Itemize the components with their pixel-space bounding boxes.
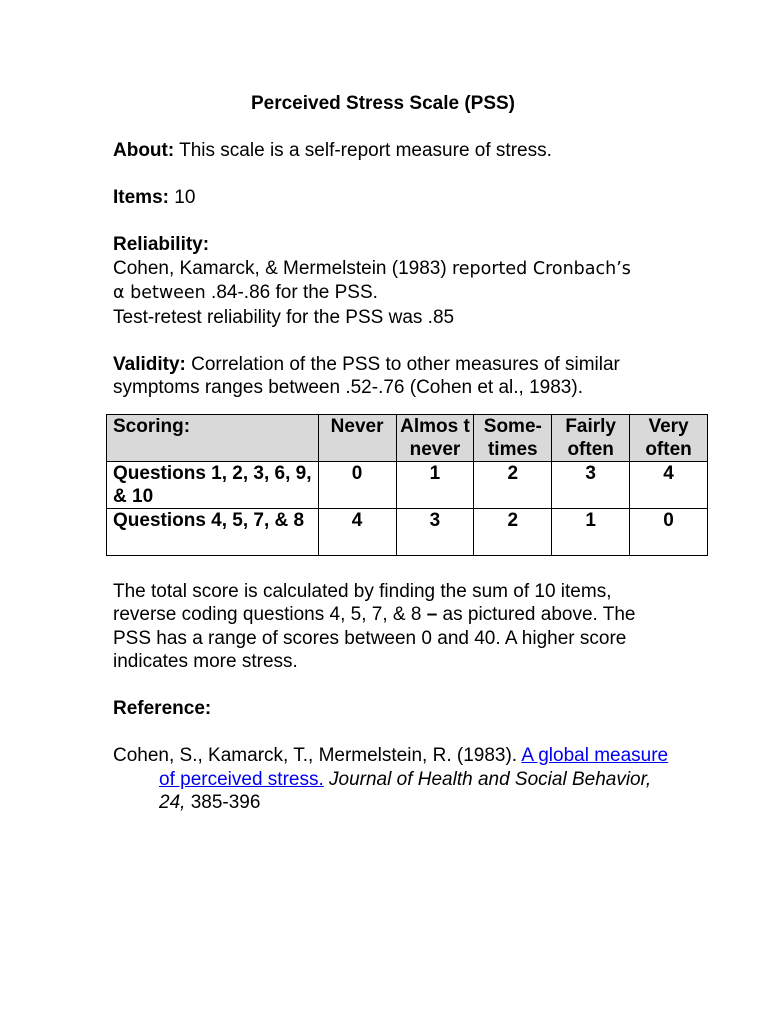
- reference-citation: [113, 744, 679, 815]
- about-label: About:: [113, 140, 175, 161]
- reliability-line-1: Cohen, Kamarck, & Mermelstein (1983) reported Cronbach’s: [113, 257, 631, 279]
- header-sometimes: Some- times: [474, 414, 552, 461]
- reference-authors: Cohen, S., Kamarck, T., Mermelstein, R. (1983).: [113, 745, 522, 766]
- table-cell: 3: [396, 508, 474, 555]
- validity-label: Validity:: [113, 353, 186, 375]
- table-row: [107, 461, 708, 508]
- table-cell: 2: [474, 461, 552, 508]
- header-scoring: Scoring:: [107, 414, 319, 461]
- reference-journal: Journal of Health and Social Behavior, 24,: [159, 768, 652, 813]
- table-cell: 4: [630, 461, 708, 508]
- row-label: Questions 1, 2, 3, 6, 9, & 10: [107, 461, 319, 508]
- scoring-table: [106, 414, 708, 556]
- header-fairly-often: Fairly often: [552, 414, 630, 461]
- total-score-paragraph: The total score is calculated by finding the sum of 10 items, reverse coding questions 4, 5, 7, & 8 – as pictured above. The PSS has a range of scores between 0 and 40. A higher score indicates more stress.: [113, 580, 636, 672]
- validity-paragraph: [113, 353, 658, 400]
- about-text: This scale is a self-report measure of stress.: [174, 140, 552, 161]
- validity-text: Correlation of the PSS to other measures of similar symptoms ranges between .52-.76 (Cohen et al., 1983).: [113, 353, 620, 398]
- page-title: Perceived Stress Scale (PSS): [250, 93, 516, 114]
- dash: –: [426, 604, 438, 625]
- header-very-often: Very often: [630, 414, 708, 461]
- about-paragraph: [113, 139, 713, 163]
- reliability-line-2: α between .84-.86 for the PSS.: [113, 282, 378, 303]
- reference-heading: Reference:: [113, 698, 212, 719]
- items-text: 10: [168, 187, 196, 208]
- reference-pages: 385-396: [185, 792, 261, 813]
- header-never: Never: [318, 414, 396, 461]
- items-paragraph: [113, 186, 713, 210]
- table-cell: 3: [552, 461, 630, 508]
- reliability-heading: Reliability:: [113, 234, 210, 255]
- table-cell: 0: [318, 461, 396, 508]
- header-almost-never: Almos t never: [396, 414, 474, 461]
- reliability-line-3: Test-retest reliability for the PSS was .85: [113, 306, 455, 328]
- table-row: [107, 508, 708, 555]
- scoring-table-header: [107, 414, 708, 461]
- table-cell: 0: [630, 508, 708, 555]
- row-label: Questions 4, 5, 7, & 8: [107, 508, 319, 555]
- document-page: [113, 92, 713, 815]
- reference-link[interactable]: A global measure of perceived stress.: [159, 745, 669, 790]
- table-cell: 4: [318, 508, 396, 555]
- items-label: Items:: [113, 187, 169, 208]
- table-cell: 1: [396, 461, 474, 508]
- table-cell: 2: [474, 508, 552, 555]
- table-cell: 1: [552, 508, 630, 555]
